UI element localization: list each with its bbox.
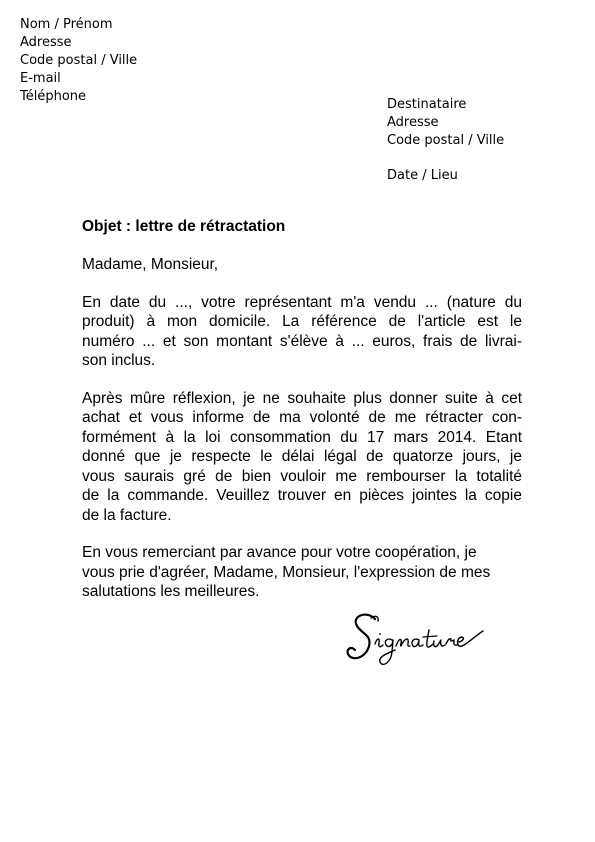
letter-subject: Objet : lettre de rétractation	[82, 218, 286, 235]
sender-postal-city: Code postal / Ville	[20, 53, 138, 68]
paragraph-line: En vous remerciant par avance pour votre coopération, je	[82, 544, 477, 561]
paragraph-line: de la commande. Veuillez trouver en pièces jointes la copie	[82, 487, 522, 504]
letter-salutation: Madame, Monsieur,	[82, 256, 219, 273]
sender-name: Nom / Prénom	[20, 17, 113, 32]
paragraph-line: de la facture.	[82, 506, 172, 524]
sender-address: Adresse	[20, 35, 72, 50]
paragraph-line: son inclus.	[82, 352, 156, 369]
paragraph-line: Après mûre réflexion, je ne souhaite plus donner suite à cet	[82, 389, 522, 407]
paragraph-line: vous prie d'agréer, Madame, Monsieur, l'expression de mes	[82, 563, 491, 581]
sender-email: E-mail	[20, 71, 61, 86]
date-place: Date / Lieu	[387, 168, 458, 183]
paragraph-line: donné que je respecte le délai légal de quatorze jours, je	[82, 448, 522, 465]
paragraph-line: achat et vous informe de ma volonté de me rétracter con-	[82, 409, 522, 426]
paragraph-withdrawal	[82, 389, 522, 526]
recipient-postal-city: Code postal / Ville	[387, 133, 505, 148]
paragraph-purchase-details	[82, 293, 522, 371]
paragraph-line: formément à la loi consommation du 17 mars 2014. Etant	[82, 428, 522, 446]
handwritten-signature	[345, 606, 490, 678]
letter-body	[82, 217, 522, 602]
paragraph-line: vous saurais gré de bien vouloir me rembourser la totalité	[82, 467, 522, 485]
sender-block	[20, 16, 137, 106]
recipient-block	[387, 96, 504, 150]
recipient-address: Adresse	[387, 115, 439, 130]
sender-phone: Téléphone	[20, 89, 87, 104]
paragraph-line: salutations les meilleures.	[82, 583, 260, 600]
paragraph-line: numéro ... et son montant s'élève à ... euros, frais de livrai-	[82, 332, 522, 350]
paragraph-line: En date du ..., votre représentant m'a vendu ... (nature du	[82, 293, 522, 311]
paragraph-line: produit) à mon domicile. La référence de l'article est le	[82, 313, 522, 330]
paragraph-closing	[82, 543, 522, 602]
recipient-name: Destinataire	[387, 97, 467, 112]
